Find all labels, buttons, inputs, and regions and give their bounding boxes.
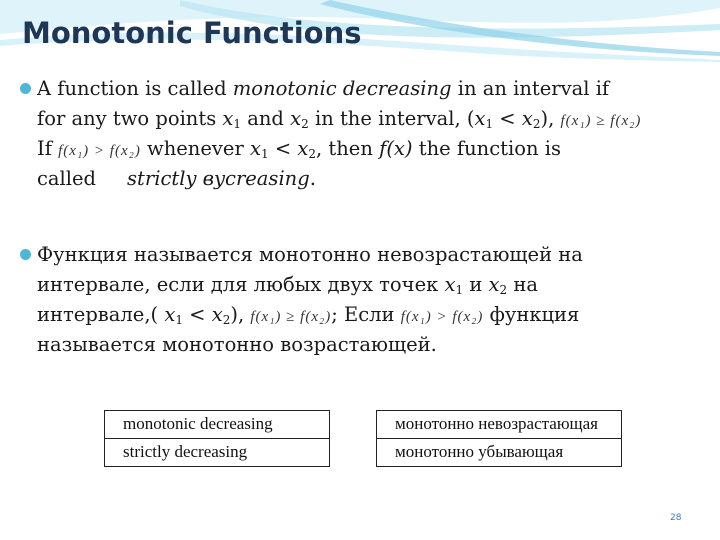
russian-definition-bullet: [20, 240, 710, 360]
english-line-3: If f(x₁) > f(x₂) whenever $x_1 < x_2$, then f(x) the function is: [37, 137, 561, 161]
bullet-icon: [20, 249, 31, 260]
table-row: [105, 439, 622, 467]
russian-line-3: интервале,( $x_1 < x_2$), f(x₁) ≥ f(x₂); Если f(x₁) > f(x₂) функция: [37, 303, 580, 327]
table-cell-en: monotonic decreasing: [105, 411, 330, 439]
english-definition-bullet: [20, 74, 710, 194]
term-monotonic-decreasing: monotonic decreasing: [232, 77, 452, 100]
formula-f-gt: f(x₁) > f(x₂): [58, 143, 141, 159]
term-strictly: strictly вycreasing: [127, 167, 310, 190]
bullet-icon: [20, 83, 31, 94]
table-row: [105, 411, 622, 439]
russian-line-2: интервале, если для любых двух точек $x_1$ и $x_2$ на: [37, 273, 539, 297]
formula-f-ge-ru: f(x₁) ≥ f(x₂): [250, 309, 332, 325]
vocabulary-table: [104, 410, 622, 467]
formula-f-ge: f(x₁) ≥ f(x₂): [560, 113, 642, 129]
table-cell-ru: монотонно невозрастающая: [377, 411, 622, 439]
slide-title: Monotonic Functions: [22, 16, 362, 50]
page-number: 28: [670, 513, 682, 523]
table-cell-ru: монотонно убывающая: [377, 439, 622, 467]
english-line-1: A function is called monotonic decreasing in an interval if: [37, 77, 610, 100]
russian-line-1: Функция называется монотонно невозрастающей на: [37, 243, 583, 266]
russian-line-4: называется монотонно возрастающей.: [37, 333, 437, 356]
english-line-4: called strictly вycreasing.: [37, 167, 316, 190]
formula-f-gt-ru: f(x₁) > f(x₂): [400, 309, 484, 325]
english-line-2: for any two points $x_1$ and $x_2$ in the interval, $(x_1 < x_2)$, f(x₁) ≥ f(x₂): [37, 107, 642, 131]
table-cell-en: strictly decreasing: [105, 439, 330, 467]
